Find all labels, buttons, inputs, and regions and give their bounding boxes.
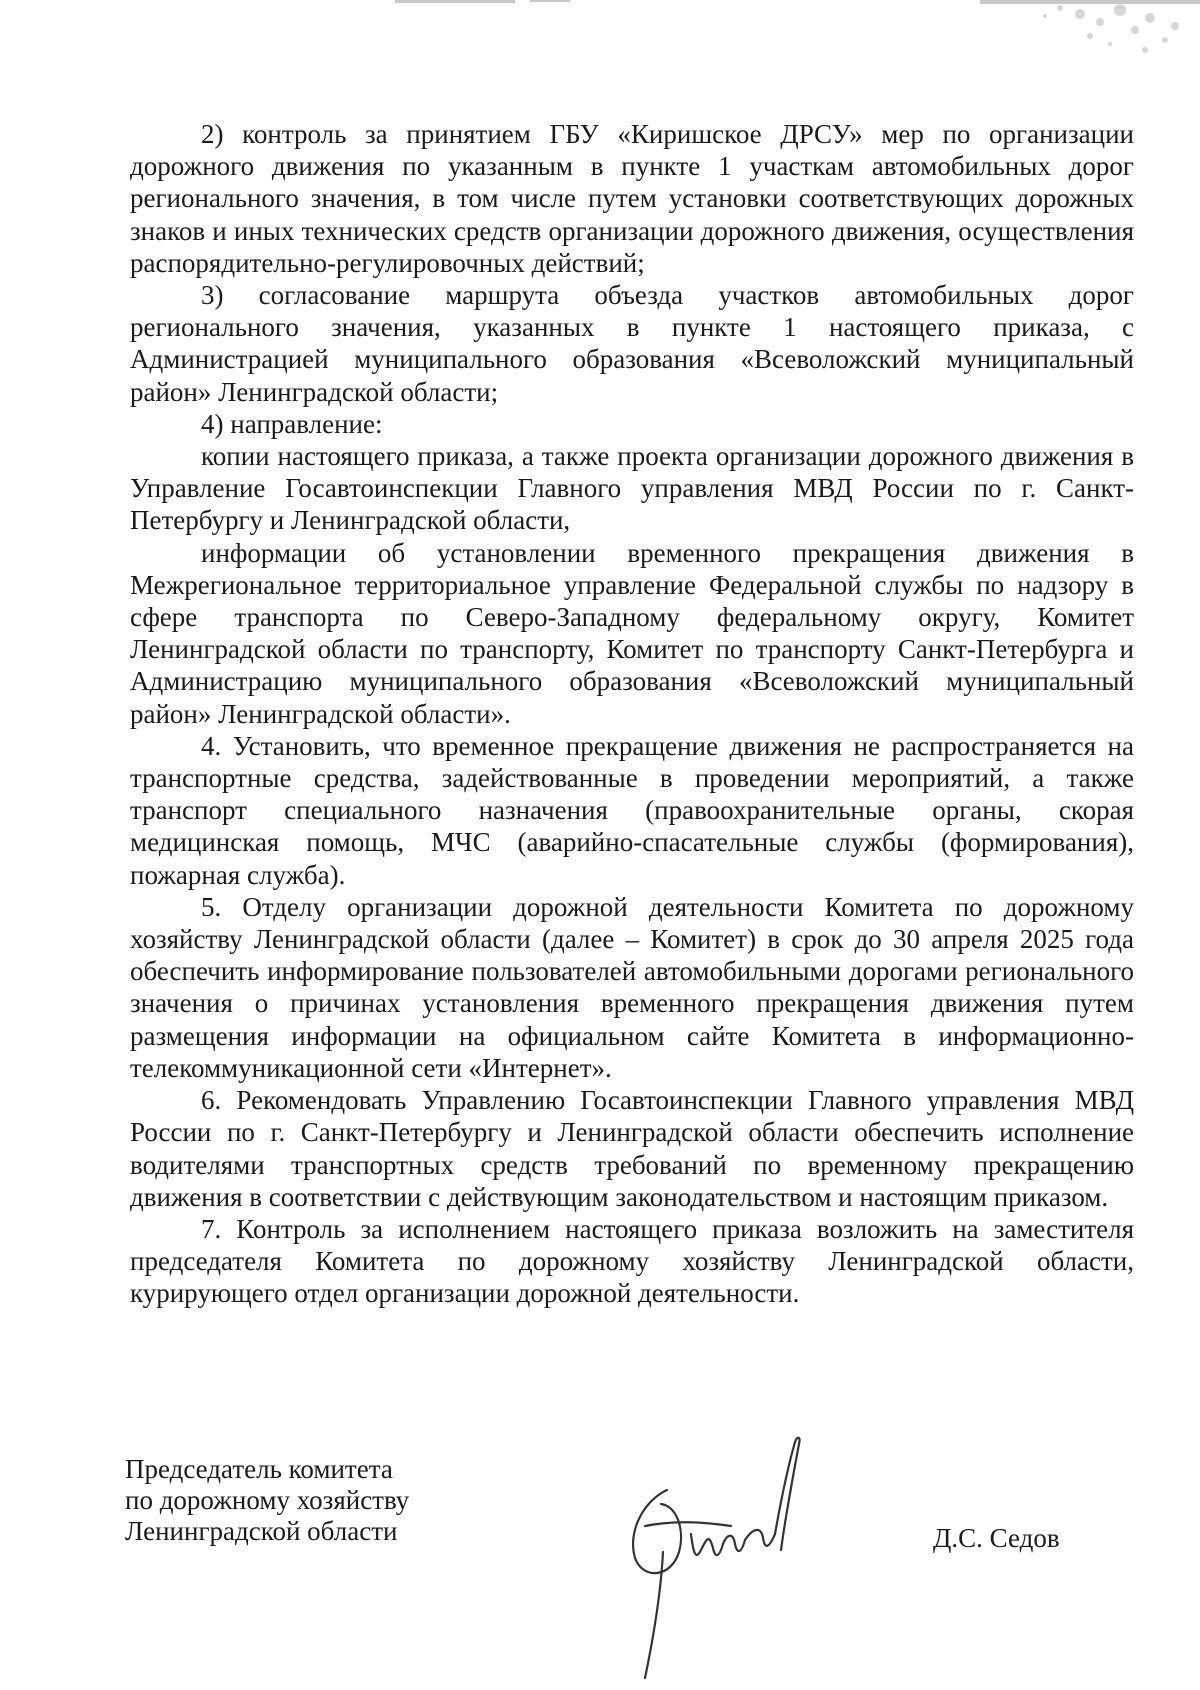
position-line: по дорожному хозяйству (125, 1485, 410, 1515)
document-body (130, 118, 1134, 1310)
paragraph-suspension-info: информации об установлении временного прекращения движения в Межрегиональное территориальное управление Федеральной службы по надзору в сфере транспорта по Северо-Западному федеральному округу, Комитет Ленинградской области по транспорту, Комитет по транспорту Санкт-Петербурга и Администрацию муниципального образования «Всеволожский муниципальный район» Ленинградской области». (130, 537, 1134, 729)
position-line: Председатель комитета (125, 1454, 393, 1484)
signer-name: Д.С. Седов (933, 1523, 1060, 1553)
paragraph-order-copies: копии настоящего приказа, а также проекта организации дорожного движения в Управление Госавтоинспекции Главного управления МВД России по г. Санкт-Петербургу и Ленинградской области, (130, 441, 1134, 536)
position-line: Ленинградской области (125, 1516, 398, 1546)
paragraph-6-recommendation: 6. Рекомендовать Управлению Госавтоинспекции Главного управления МВД России по г. Санкт-Петербургу и Ленинградской области обеспечить исполнение водителями транспортных средств требований по временному прекращению движения в соответствии с действующим законодательством и настоящим приказом. (130, 1085, 1134, 1212)
paragraph-4-exemptions: 4. Установить, что временное прекращение движения не распространяется на транспортные средства, задействованные в проведении мероприятий, а также транспорт специального назначения (правоохранительные органы, скорая медицинская помощь, МЧС (аварийно-спасательные службы (формирования), пожарная служба). (130, 730, 1134, 890)
signatory-position (125, 1454, 409, 1547)
paragraph-item-3-route-approval: 3) согласование маршрута объезда участков автомобильных дорог регионального значения, указанных в пункте 1 настоящего приказа, с Администрацией муниципального образования «Всеволожский муниципальный район» Ленинградской области; (130, 280, 1134, 407)
paragraph-7-control: 7. Контроль за исполнением настоящего приказа возложить на заместителя председателя Комитета по дорожному хозяйству Ленинградской области, курирующего отдел организации дорожной деятельности. (130, 1213, 1134, 1309)
scan-edge-artifact (0, 0, 1200, 70)
paragraph-item-2-control: 2) контроль за принятием ГБУ «Киришское ДРСУ» мер по организации дорожного движения по указанным в пункте 1 участкам автомобильных дорог регионального значения, в том числе путем установки соответствующих дорожных знаков и иных технических средств организации дорожного движения, осуществления распорядительно-регулировочных действий; (130, 119, 1134, 278)
handwritten-signature (605, 1430, 845, 1690)
paragraph-item-4-direction: 4) направление: (201, 408, 383, 439)
paragraph-5-notification: 5. Отделу организации дорожной деятельности Комитета по дорожному хозяйству Ленинградской области (далее – Комитет) в срок до 30 апреля 2025 года обеспечить информирование пользователей автомобильными дорогами регионального значения о причинах установления временного прекращения движения путем размещения информации на официальном сайте Комитета в информационно-телекоммуникационной сети «Интернет». (130, 891, 1134, 1083)
